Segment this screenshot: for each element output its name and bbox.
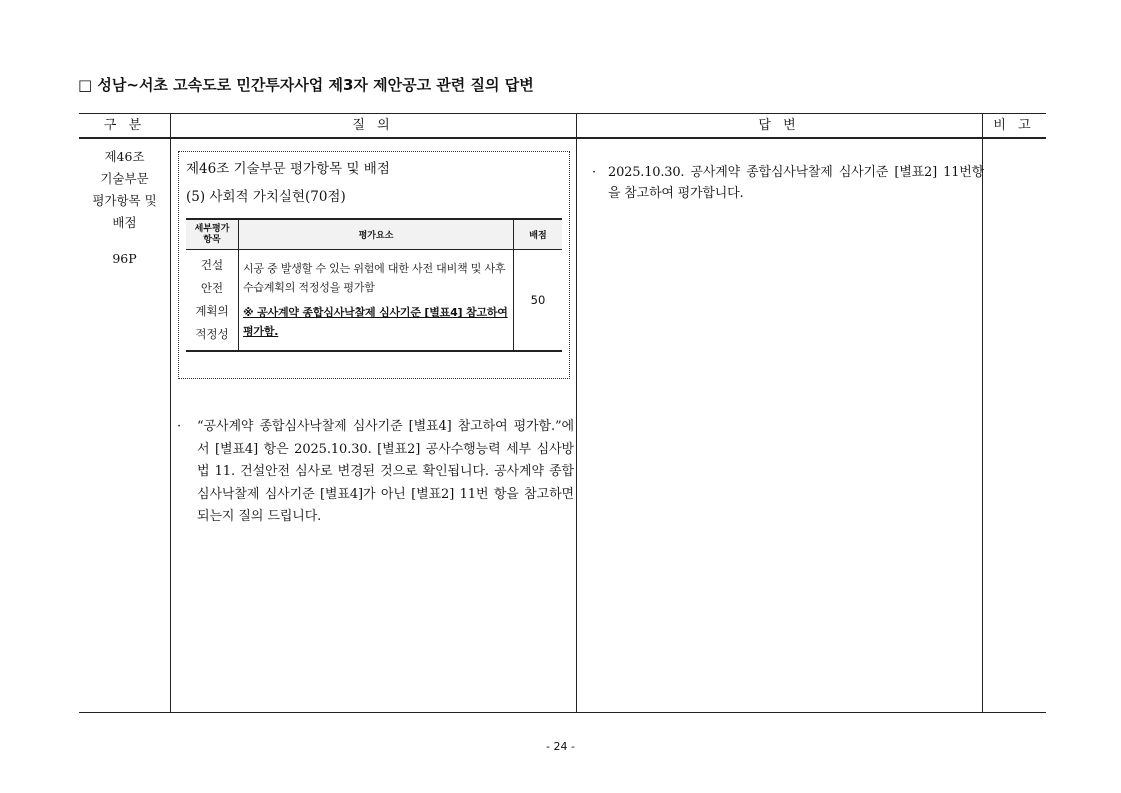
col-factor-header: 평가요소 — [239, 219, 514, 250]
col-item-header: 세부평가 항목 — [186, 219, 239, 250]
quoted-excerpt — [178, 151, 570, 379]
evaluation-table — [186, 218, 562, 352]
table-header — [79, 114, 1046, 139]
eval-note: ※ 공사계약 종합심사낙찰제 심사기준 [별표4] 참고하여 평가함. — [243, 306, 508, 338]
question-text-block — [177, 416, 574, 529]
header-category: 구 분 — [103, 118, 146, 133]
page-title: □ 성남~서초 고속도로 민간투자사업 제3자 제안공고 관련 질의 답변 — [78, 76, 534, 94]
category-section: 기술부문 — [100, 171, 149, 186]
question-text: “공사계약 종합심사낙찰제 심사기준 [별표4] 참고하여 평가함.”에서 [별표4] 항은 2025.10.30. [별표2] 공사수행능력 세부 심사방법 11. 건설안전 심사로 변경된 것으로 확인됩니다. 공사계약 종합심사낙찰제 심사기준 [별표4]가 아닌 [별표2] 11번 항을 참고하면 되는지 질의 드립니다. — [197, 419, 574, 524]
eval-factor-cell — [239, 250, 514, 352]
answer-text-block — [592, 162, 984, 204]
excerpt-heading: 제46조 기술부문 평가항목 및 배점 — [186, 161, 390, 177]
category-article: 제46조 — [104, 149, 145, 164]
category-score: 배점 — [112, 215, 137, 230]
table-row — [186, 250, 562, 352]
header-question: 질 의 — [352, 118, 394, 133]
answer-text: 2025.10.30. 공사계약 종합심사낙찰제 심사기준 [별표2] 11번항을 참고하여 평가합니다. — [608, 165, 984, 201]
bullet-icon: · — [592, 165, 597, 180]
excerpt-subheading: (5) 사회적 가치실현(70점) — [186, 189, 346, 205]
bullet-icon: · — [177, 419, 182, 434]
qa-table — [79, 113, 1046, 713]
eval-factor: 시공 중 발생할 수 있는 위험에 대한 사전 대비책 및 사후수습계획의 적정성을 평가함 — [243, 262, 506, 294]
page-number: - 24 - — [546, 740, 575, 753]
header-answer: 답 변 — [758, 118, 800, 133]
eval-item: 건설 안전 계획의 적정성 — [186, 250, 239, 352]
column-divider — [576, 114, 577, 712]
category-page: 96P — [112, 251, 137, 266]
eval-score: 50 — [514, 250, 563, 352]
category-cell — [79, 146, 170, 270]
header-note: 비 고 — [993, 118, 1035, 133]
column-divider — [170, 114, 171, 712]
category-item: 평가항목 및 — [92, 193, 157, 208]
col-score-header: 배점 — [514, 219, 563, 250]
